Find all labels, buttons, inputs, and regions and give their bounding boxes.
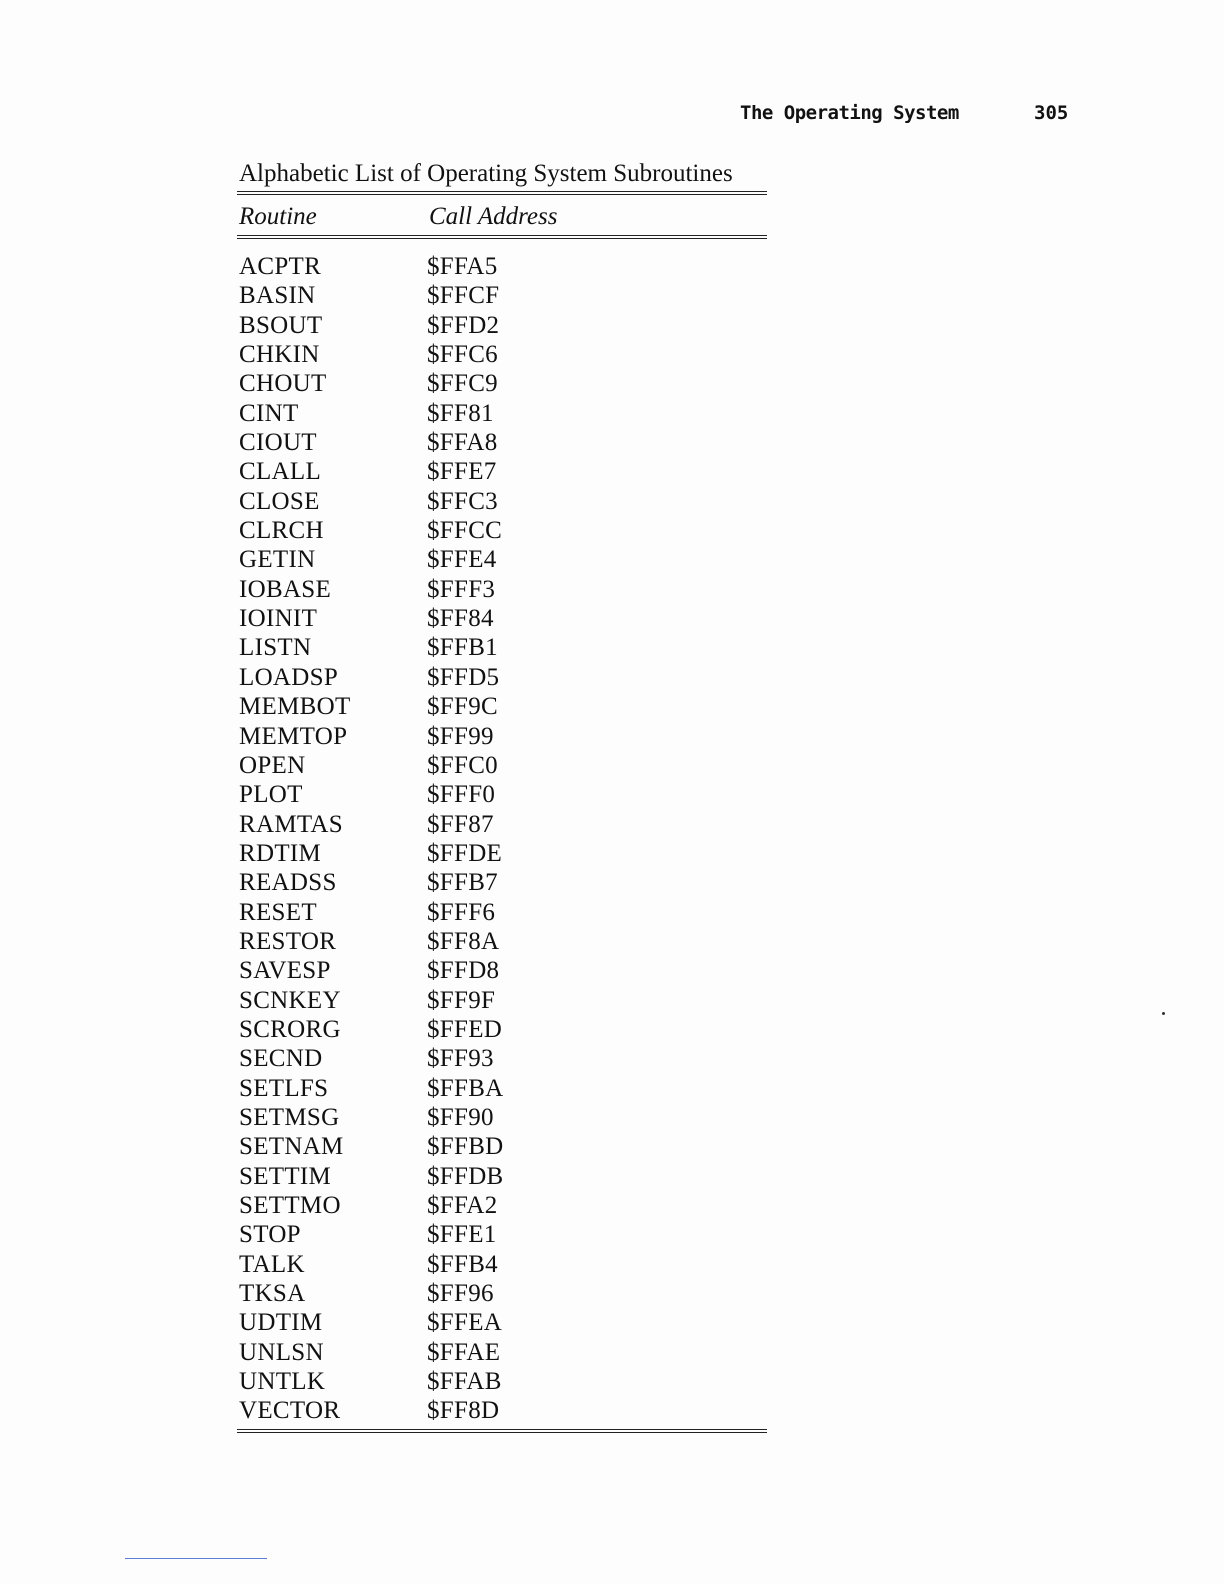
table-row <box>237 780 767 809</box>
routine-name: RAMTAS <box>239 810 343 838</box>
table-row <box>237 839 767 868</box>
call-address: $FF99 <box>427 722 494 750</box>
table-row <box>237 986 767 1015</box>
footer-line <box>125 1558 267 1559</box>
routine-name: CHOUT <box>239 370 327 398</box>
table-row <box>237 252 767 281</box>
call-address: $FFD2 <box>427 311 500 339</box>
call-address: $FF9F <box>427 986 496 1014</box>
routine-name: STOP <box>239 1221 301 1249</box>
call-address: $FF90 <box>427 1103 494 1131</box>
table-row <box>237 545 767 574</box>
routine-name: CHKIN <box>239 341 320 369</box>
routine-name: IOINIT <box>239 605 318 633</box>
routine-name: CLALL <box>239 458 322 486</box>
call-address: $FFD5 <box>427 663 500 691</box>
table-row <box>237 1162 767 1191</box>
table-row <box>237 1132 767 1161</box>
table-row <box>237 487 767 516</box>
table-row <box>237 956 767 985</box>
routine-name: LOADSP <box>239 663 339 691</box>
call-address: $FFBD <box>427 1133 504 1161</box>
routine-name: SECND <box>239 1045 323 1073</box>
routine-name: SETLFS <box>239 1074 329 1102</box>
call-address: $FFCC <box>427 517 503 545</box>
routine-name: SCRORG <box>239 1015 341 1043</box>
table-row <box>237 1396 767 1425</box>
call-address: $FF87 <box>427 810 494 838</box>
call-address: $FFAE <box>427 1338 501 1366</box>
table-row <box>237 1250 767 1279</box>
routine-name: BSOUT <box>239 311 323 339</box>
call-address: $FFF0 <box>427 781 496 809</box>
call-address: $FFBA <box>427 1074 504 1102</box>
table-row <box>237 604 767 633</box>
table-row <box>237 1191 767 1220</box>
routine-name: LISTN <box>239 634 312 662</box>
routine-name: SETTIM <box>239 1162 332 1190</box>
table-row <box>237 927 767 956</box>
routine-name: MEMBOT <box>239 693 351 721</box>
subroutine-table <box>237 158 767 1433</box>
bottom-rule <box>237 1429 767 1433</box>
table-row <box>237 399 767 428</box>
routine-name: RESET <box>239 898 317 926</box>
table-row <box>237 692 767 721</box>
page-speck <box>1162 1012 1165 1015</box>
call-address: $FFAB <box>427 1368 502 1396</box>
routine-name: PLOT <box>239 781 303 809</box>
call-address: $FFF3 <box>427 575 496 603</box>
table-row <box>237 1367 767 1396</box>
call-address: $FFD8 <box>427 957 500 985</box>
table-title: Alphabetic List of Operating System Subroutines <box>239 160 733 187</box>
call-address: $FFE7 <box>427 458 497 486</box>
routine-name: CINT <box>239 399 299 427</box>
routine-name: READSS <box>239 869 337 897</box>
call-address: $FFB1 <box>427 634 498 662</box>
table-row <box>237 369 767 398</box>
table-row <box>237 868 767 897</box>
table-row <box>237 751 767 780</box>
call-address: $FF96 <box>427 1280 494 1308</box>
call-address: $FFC9 <box>427 370 498 398</box>
call-address: $FFA5 <box>427 253 498 280</box>
routine-name: MEMTOP <box>239 722 348 750</box>
routine-name: IOBASE <box>239 575 332 603</box>
routine-name: CLOSE <box>239 487 320 515</box>
routine-name: RDTIM <box>239 839 322 867</box>
routine-name: UNLSN <box>239 1338 324 1366</box>
running-header <box>700 102 1080 132</box>
routine-name: SETNAM <box>239 1133 344 1161</box>
call-address: $FFED <box>427 1015 503 1043</box>
table-row <box>237 1308 767 1337</box>
call-address: $FFCF <box>427 282 500 310</box>
routine-name: SCNKEY <box>239 986 341 1014</box>
call-address: $FF81 <box>427 399 494 427</box>
table-row <box>237 1074 767 1103</box>
section-title: The Operating System <box>740 102 959 124</box>
call-address: $FFB7 <box>427 869 498 897</box>
table-row <box>237 340 767 369</box>
routine-name: UNTLK <box>239 1368 326 1396</box>
call-address: $FFB4 <box>427 1250 498 1278</box>
routine-name: UDTIM <box>239 1309 323 1337</box>
table-row <box>237 1338 767 1367</box>
table-row <box>237 428 767 457</box>
call-address: $FFF6 <box>427 898 496 926</box>
call-address: $FF84 <box>427 605 494 633</box>
call-address: $FFA2 <box>427 1192 498 1219</box>
routine-name: ACPTR <box>239 253 322 280</box>
table-row <box>237 1015 767 1044</box>
call-address: $FF8D <box>427 1397 500 1425</box>
table-body <box>237 239 767 1429</box>
table-row <box>237 1044 767 1073</box>
table-row <box>237 516 767 545</box>
routine-name: GETIN <box>239 546 316 574</box>
table-row <box>237 1103 767 1132</box>
call-address: $FF9C <box>427 693 498 721</box>
routine-name: RESTOR <box>239 927 337 955</box>
routine-name: TALK <box>239 1250 305 1278</box>
table-row <box>237 457 767 486</box>
routine-name: VECTOR <box>239 1397 341 1425</box>
table-row <box>237 810 767 839</box>
call-address: $FF93 <box>427 1045 494 1073</box>
column-header-call-address: Call Address <box>429 203 558 230</box>
routine-name: SETTMO <box>239 1192 341 1219</box>
table-row <box>237 898 767 927</box>
table-row <box>237 311 767 340</box>
routine-name: SAVESP <box>239 957 331 985</box>
table-row <box>237 633 767 662</box>
table-row <box>237 575 767 604</box>
routine-name: OPEN <box>239 751 306 779</box>
call-address: $FFDB <box>427 1162 504 1190</box>
column-header-routine: Routine <box>239 203 317 230</box>
routine-name: SETMSG <box>239 1103 340 1131</box>
table-row <box>237 663 767 692</box>
call-address: $FFDE <box>427 839 503 867</box>
call-address: $FFA8 <box>427 429 498 457</box>
routine-name: CLRCH <box>239 517 324 545</box>
page-number: 305 <box>1034 102 1069 124</box>
table-row <box>237 722 767 751</box>
call-address: $FFEA <box>427 1309 503 1337</box>
routine-name: TKSA <box>239 1280 306 1308</box>
table-row <box>237 281 767 310</box>
table-header <box>237 195 767 235</box>
call-address: $FF8A <box>427 927 500 955</box>
table-row <box>237 1220 767 1249</box>
table-row <box>237 1279 767 1308</box>
call-address: $FFE1 <box>427 1221 497 1249</box>
call-address: $FFC6 <box>427 341 498 369</box>
routine-name: BASIN <box>239 282 316 310</box>
call-address: $FFE4 <box>427 546 497 574</box>
routine-name: CIOUT <box>239 429 317 457</box>
call-address: $FFC0 <box>427 751 498 779</box>
call-address: $FFC3 <box>427 487 498 515</box>
